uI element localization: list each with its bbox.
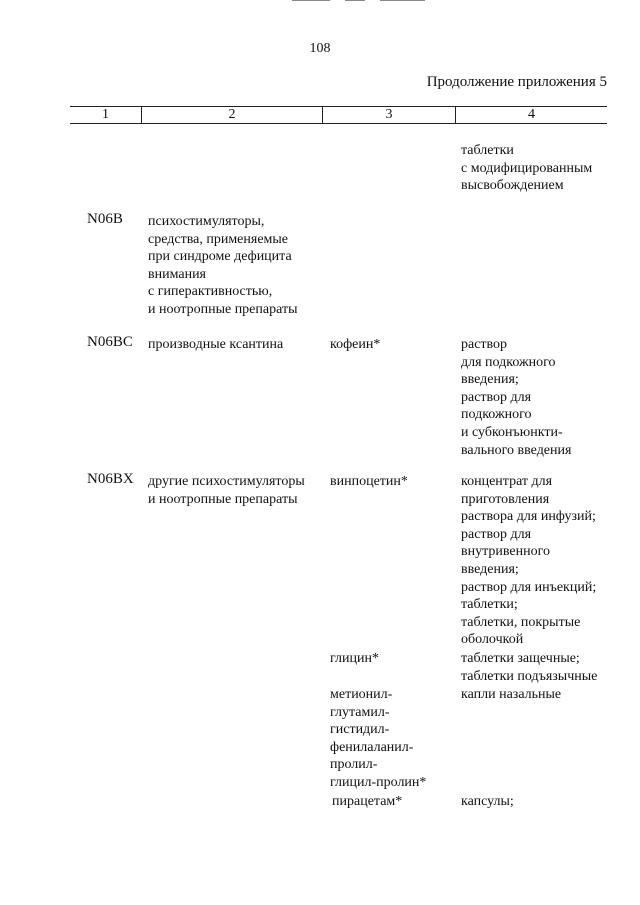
atc-code: N06BX xyxy=(87,471,134,487)
column-header: 1 xyxy=(102,107,109,122)
dosage-form: капли назальные xyxy=(461,687,562,702)
dosage-form: капсулы; xyxy=(461,794,514,809)
header-bottom-rule xyxy=(70,123,607,124)
dosage-form: раствор для подкожного введения; раствор для подкожного и субконъюнкти- вального введения xyxy=(461,337,572,458)
appendix-caption: Продолжение приложения 5 xyxy=(426,74,607,90)
dosage-form: таблетки защечные; таблетки подъязычные xyxy=(461,651,598,684)
atc-code: N06B xyxy=(87,211,123,227)
dosage-form: концентрат для приготовления раствора для инфузий; раствор для внутривенного введения; раствор для инъекций; таблетки; таблетки, покрытые оболочкой xyxy=(461,474,597,648)
substance-name: глицин* xyxy=(330,651,379,666)
dosage-form: таблетки с модифицированным высвобождением xyxy=(461,143,593,194)
atc-group-name: другие психостимуляторы и ноотропные препараты xyxy=(148,474,305,507)
scan-artifact xyxy=(380,0,425,1)
substance-name: метионил- глутамил- гистидил- фенилаланил- пролил- глицил-пролин* xyxy=(330,687,427,790)
scan-artifact xyxy=(292,0,330,1)
atc-code: N06BC xyxy=(87,334,133,350)
column-header: 2 xyxy=(228,107,236,122)
substance-name: пирацетам* xyxy=(332,794,403,809)
page-number: 108 xyxy=(309,41,331,56)
column-header: 3 xyxy=(385,107,393,122)
column-header: 4 xyxy=(528,107,535,122)
atc-group-name: психостимуляторы, средства, применяемые при синдроме дефицита внимания с гиперактивностью, и ноотропные препараты xyxy=(148,214,298,317)
substance-name: кофеин* xyxy=(330,337,381,352)
substance-name: винпоцетин* xyxy=(330,474,408,489)
atc-group-name: производные ксантина xyxy=(148,337,284,352)
scan-artifact xyxy=(345,0,365,1)
